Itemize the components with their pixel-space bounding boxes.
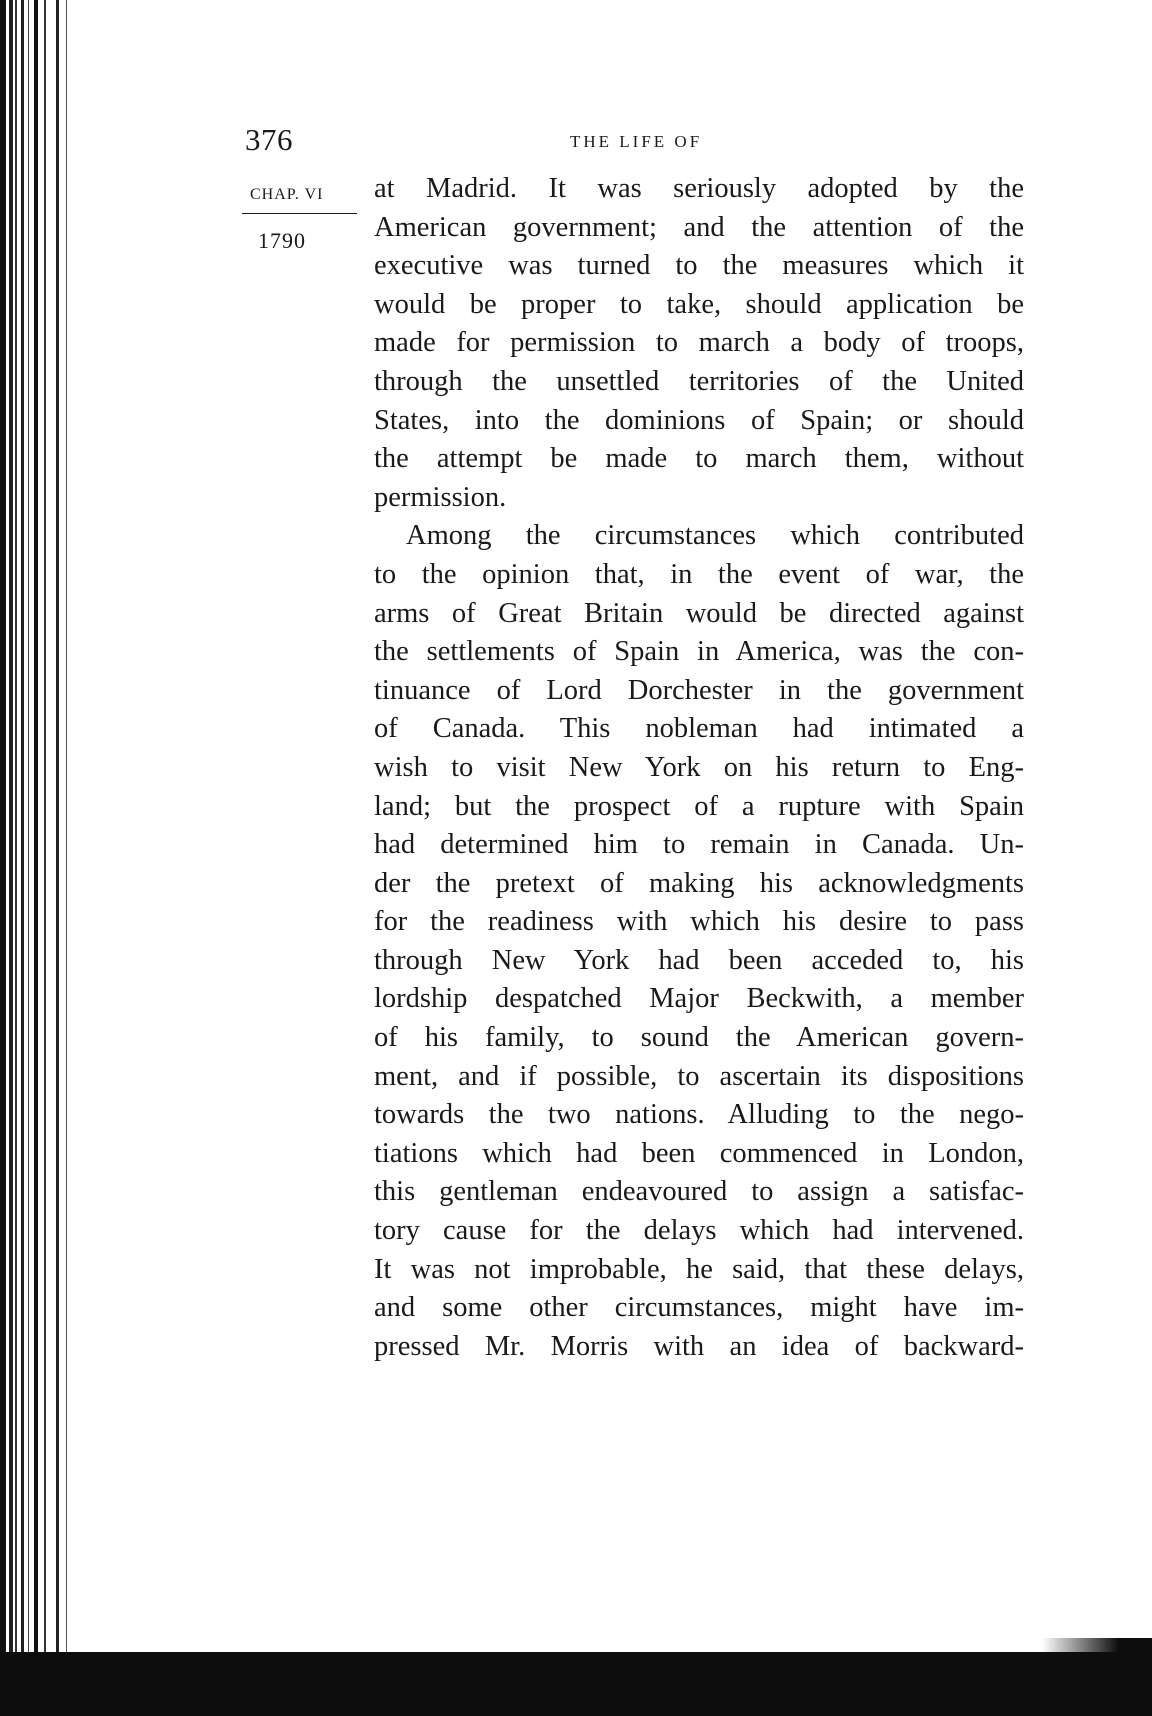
- text-line: der the pretext of making his acknowledgments: [374, 867, 1024, 899]
- running-head: THE LIFE OF: [570, 132, 703, 151]
- page-number: 376: [245, 122, 293, 157]
- text-line: land; but the prospect of a rupture with Spain: [374, 790, 1024, 822]
- text-line: had determined him to remain in Canada. Un-: [374, 829, 1024, 861]
- text-line: the settlements of Spain in America, was the con-: [374, 636, 1024, 668]
- paragraph-start-line: Among the circumstances which contributed: [406, 520, 1024, 552]
- text-line: tory cause for the delays which had intervened.: [374, 1215, 1024, 1247]
- text-line: ment, and if possible, to ascertain its dispositions: [374, 1060, 1024, 1092]
- text-line: this gentleman endeavoured to assign a satisfac-: [374, 1176, 1024, 1208]
- text-line: It was not improbable, he said, that these delays,: [374, 1253, 1024, 1285]
- text-line: the attempt be made to march them, without: [374, 443, 1024, 475]
- sidenote-divider: [242, 213, 357, 214]
- text-line: through New York had been acceded to, his: [374, 944, 1024, 976]
- body-text: [374, 170, 1024, 1366]
- text-line: permission.: [374, 481, 507, 513]
- text-line: tinuance of Lord Dorchester in the government: [374, 674, 1024, 706]
- text-line: wish to visit New York on his return to Eng-: [374, 751, 1024, 783]
- sidenote-chapter: CHAP. VI: [250, 186, 324, 203]
- text-line: towards the two nations. Alluding to the nego-: [374, 1099, 1024, 1131]
- text-line: of his family, to sound the American govern-: [374, 1022, 1024, 1054]
- text-line: made for permission to march a body of troops,: [374, 327, 1024, 359]
- text-line: for the readiness with which his desire to pass: [374, 906, 1024, 938]
- text-line: States, into the dominions of Spain; or should: [374, 404, 1024, 436]
- text-line: arms of Great Britain would be directed against: [374, 597, 1024, 629]
- text-line: lordship despatched Major Beckwith, a member: [374, 983, 1024, 1015]
- text-line: tiations which had been commenced in London,: [374, 1137, 1024, 1169]
- text-line: would be proper to take, should application be: [374, 288, 1024, 320]
- text-line: at Madrid. It was seriously adopted by the: [374, 173, 1024, 204]
- text-line: American government; and the attention of the: [374, 211, 1024, 243]
- text-line: of Canada. This nobleman had intimated a: [374, 713, 1024, 745]
- book-binding-edge: [0, 0, 72, 1716]
- text-line: pressed Mr. Morris with an idea of backward-: [374, 1330, 1024, 1362]
- text-line: through the unsettled territories of the United: [374, 365, 1024, 397]
- text-line: to the opinion that, in the event of war, the: [374, 558, 1024, 590]
- text-line: and some other circumstances, might have im-: [374, 1292, 1024, 1324]
- text-line: executive was turned to the measures which it: [374, 250, 1024, 282]
- sidenote-year: 1790: [258, 228, 306, 253]
- scan-bottom-edge: [0, 1652, 1152, 1716]
